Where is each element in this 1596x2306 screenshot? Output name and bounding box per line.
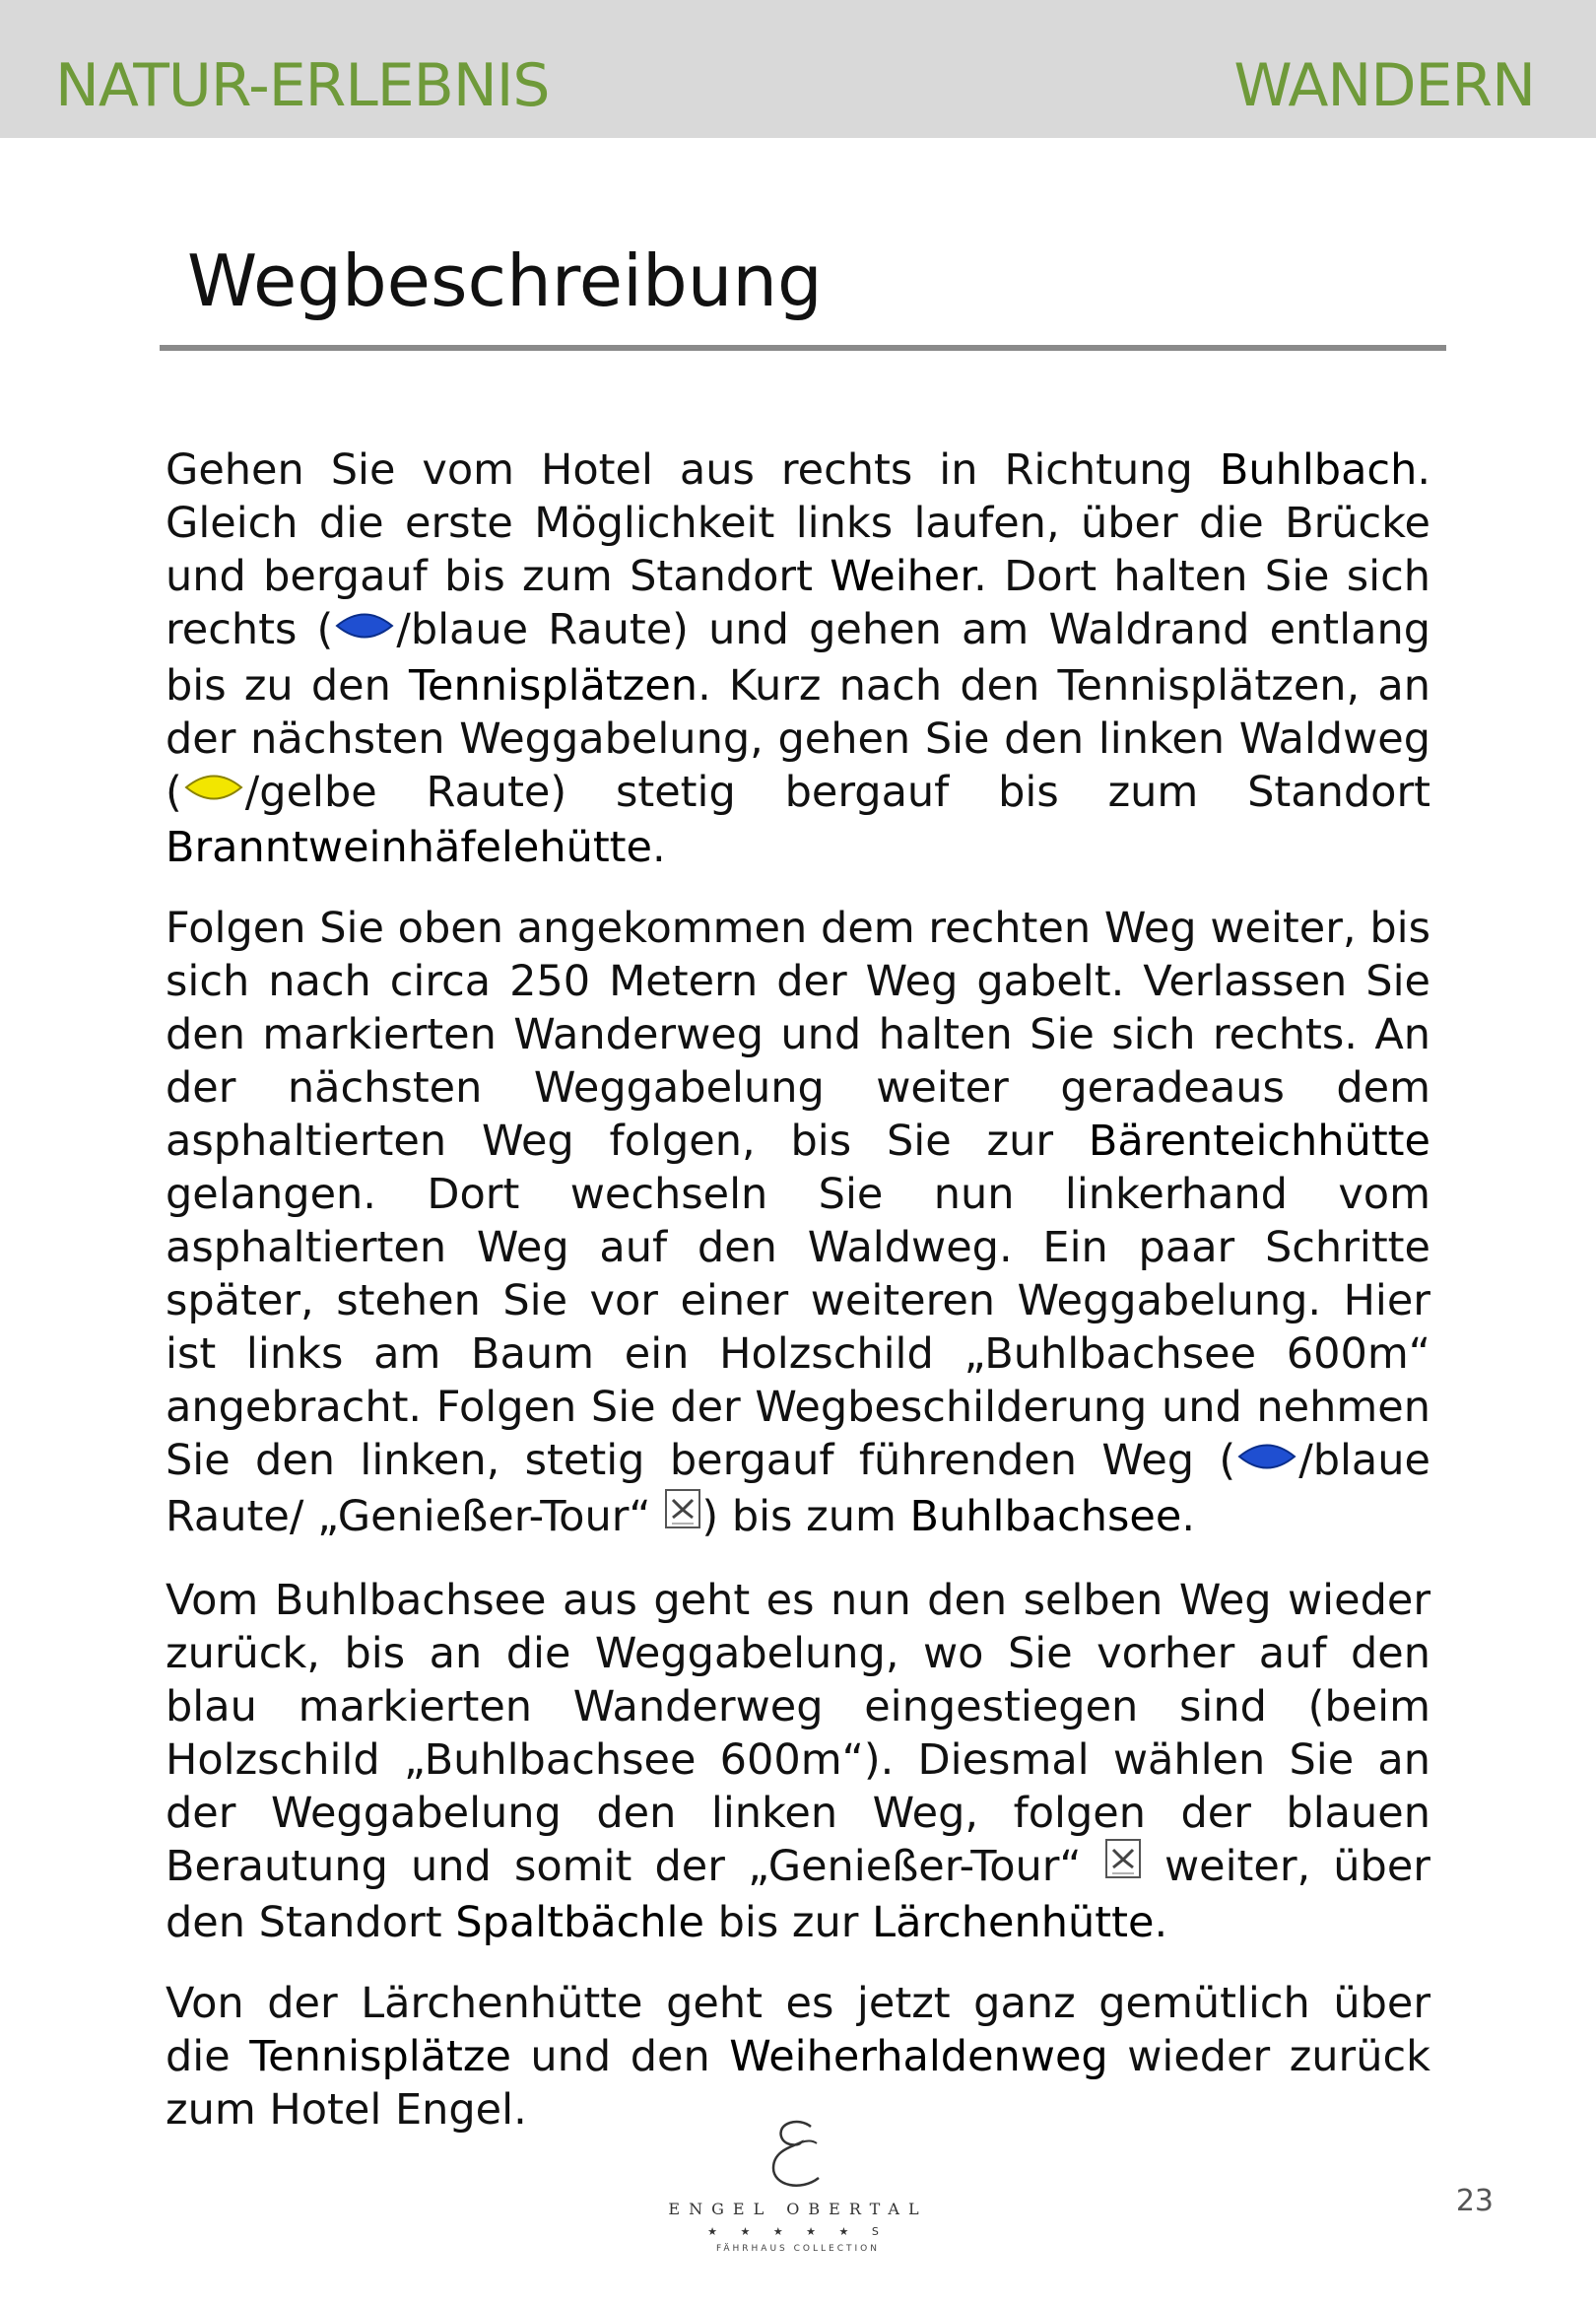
page-title: Wegbeschreibung: [187, 239, 823, 322]
page-header: [0, 0, 1596, 138]
blue-diamond-icon: [1235, 1433, 1298, 1486]
paragraph-3: [166, 1574, 1430, 1949]
text-run: Folgen Sie oben angekommen dem rechten Weg weiter, bis sich nach circa 250 Metern der Weg gabelt. Verlassen Sie den markierten Wanderweg und halten Sie sich rechts. An der nächsten Weggabelung weiter geradeaus dem asphaltierten Weg folgen, bis Sie zur: [166, 904, 1430, 1166]
place-name: Buhlbachsee: [909, 1491, 1182, 1541]
text-run: . Dort halten Sie sich rechts (: [166, 552, 1431, 654]
text-run: .: [1154, 1897, 1168, 1947]
place-name: Tennisplätze: [249, 2031, 511, 2081]
place-name: Branntweinhäfelehütte: [166, 823, 652, 872]
hotel-logo: [650, 2109, 946, 2257]
text-run: gelangen. Dort wechseln Sie nun linkerhand vom asphaltierten Weg auf den Waldweg. Ein paar Schritte später, stehen Sie vor einer weiteren Weggabelung. Hier ist links am Baum ein Holzschild „Buhlbachsee 600m“ angebracht. Folgen Sie der Wegbeschilderung und nehmen Sie den linken, stetig bergauf führenden Weg (: [166, 1170, 1430, 1485]
text-run: /blaue Raute/ „Genießer-Tour“: [166, 1436, 1430, 1541]
text-run: /blaue Raute) und gehen am Waldrand entlang bis zu den: [166, 605, 1430, 711]
logo-stars: ★ ★ ★ ★ ★ S: [707, 2225, 889, 2238]
text-run: .: [652, 823, 666, 872]
text-run: . Gleich die erste Möglichkeit links laufen, über die Brücke und bergauf bis zum Standort: [166, 445, 1430, 601]
text-run: weiter, über den Standort: [166, 1841, 1430, 1947]
text-run: .: [1181, 1491, 1195, 1541]
text-run: wieder zurück zum Hotel Engel.: [166, 2031, 1430, 2135]
page-number: 23: [1455, 2184, 1494, 2218]
text-run: Vom Buhlbachsee aus geht es nun den selben Weg wieder zurück, bis an die Weggabelung, wo Sie vorher auf den blau markierten Wanderweg eingestiegen sind (beim Holzschild „Buhlbachsee 600m“). Diesmal wählen Sie an der Weggabelung den linken Weg, folgen der blauen Berautung und somit der „Genießer-Tour“: [166, 1575, 1430, 1891]
section-label: NATUR-ERLEBNIS: [55, 51, 550, 120]
route-description: [166, 443, 1430, 2164]
logo-name: ENGEL OBERTAL: [668, 2200, 928, 2218]
text-run: und den: [510, 2031, 730, 2081]
script-e-logo-icon: [764, 2117, 832, 2196]
logo-collection: FÄHRHAUS COLLECTION: [716, 2244, 880, 2254]
text-run: Von der Lärchenhütte geht es jetzt ganz gemütlich über die: [166, 1978, 1430, 2081]
text-run: Gehen Sie vom Hotel aus rechts in Richtung: [166, 445, 1220, 495]
place-name: Weiherhaldenweg: [729, 2031, 1108, 2081]
blue-diamond-icon: [333, 602, 396, 655]
text-run: bis zur: [703, 1897, 873, 1947]
title-divider: [160, 345, 1446, 351]
paragraph-2: [166, 902, 1430, 1546]
place-name: Bärenteichhütte: [1088, 1117, 1430, 1166]
yellow-diamond-icon: [182, 764, 245, 817]
text-run: ) bis zum: [701, 1491, 910, 1541]
text-run: . Kurz nach den Tennisplätzen, an der nächsten Weggabelung, gehen Sie den linken Waldweg (: [166, 660, 1431, 817]
text-run: /gelbe Raute) stetig bergauf bis zum Standort: [244, 767, 1430, 817]
place-name: Weiher: [830, 552, 974, 601]
paragraph-1: [166, 443, 1430, 874]
place-name: Tennisplätzen: [409, 660, 698, 711]
category-label: WANDERN: [1233, 51, 1535, 120]
place-name: Spaltbächle: [455, 1897, 704, 1947]
geniesser-tour-icon: [664, 1488, 701, 1542]
place-name: Lärchenhütte: [872, 1897, 1155, 1947]
geniesser-tour-icon: [1104, 1838, 1142, 1892]
place-name: Buhlbach: [1219, 445, 1418, 495]
